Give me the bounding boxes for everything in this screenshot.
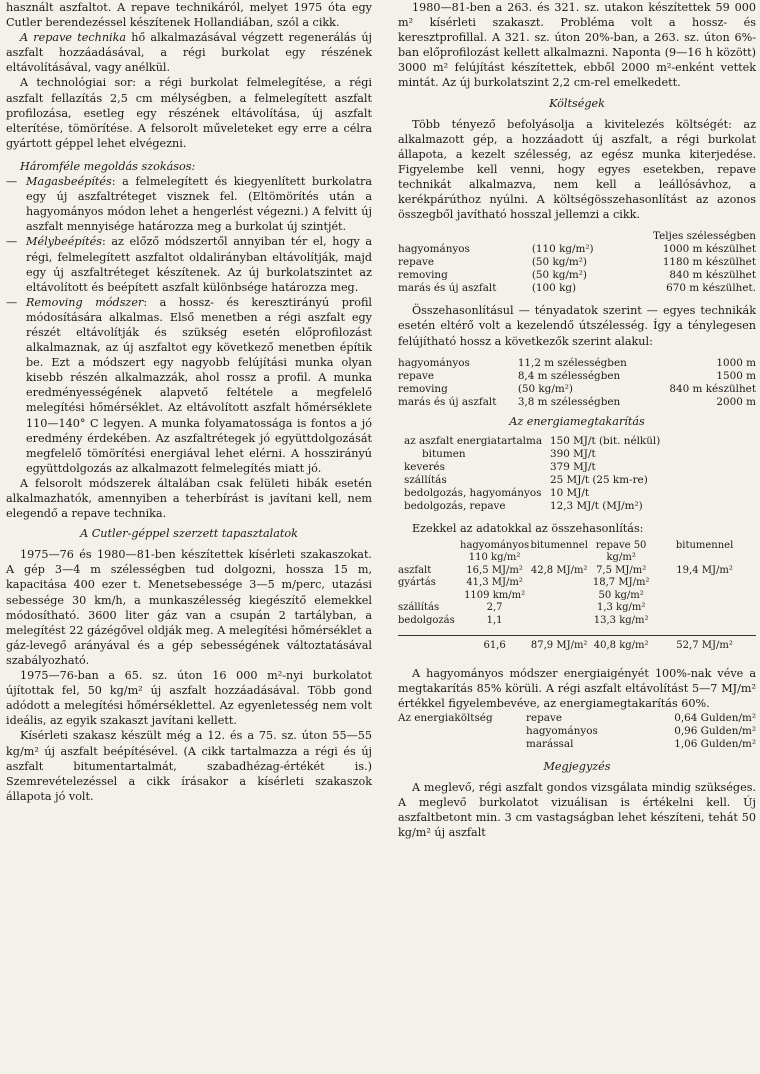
table-row	[398, 243, 756, 256]
method-text: : a felmelegített és kiegyenlített burkolatra egy új aszfaltréteget visznek fel. (Eltömörítés után a hagyományos módon lehet a hengerlést végezni.) A felvitt új aszfalt mennyisége határozza meg a burkolat új szintjét.	[26, 175, 372, 234]
row-name: marás és új aszfalt	[398, 282, 497, 295]
row-width: (50 kg/m²)	[517, 382, 573, 395]
row-value: 12,3 MJ/t (MJ/m²)	[550, 499, 643, 512]
row-value: 390 MJ/t	[550, 447, 596, 460]
table-row	[398, 357, 756, 370]
cell: 1,3 kg/m²	[596, 602, 646, 614]
row-name: removing	[398, 382, 448, 395]
cell	[653, 577, 756, 590]
table-row	[398, 269, 756, 282]
row-width: 3,8 m szélességben	[517, 395, 621, 408]
row-name: aszfalt	[398, 564, 432, 576]
repave-term: A repave technika	[20, 31, 127, 45]
column-header: bitumennel	[675, 539, 734, 551]
row-value: 150 MJ/t (bit. nélkül)	[550, 434, 661, 447]
cell	[529, 615, 589, 628]
costs-paragraph: Több tényező befolyásolja a kivitelezés költségét: az alkalmazott gép, a hozzáadott új aszfalt, a régi burkolat állapota, a kezelt szélesség, az egész munka kiterjedése. Figyelembe kell venni, hogy egyes esetekben, repave technikát alkalmazva, nem kell a leállósávhoz, a kerékpárúthoz nyúlni. A költségösszehasonlítást az azonos összegből javítható hosszal jellemzi a cikk.	[398, 117, 756, 222]
row-name: bedolgozás	[398, 614, 455, 626]
intro-paragraph: használt aszfaltot. A repave technikáról, melyet 1975 óta egy Cutler berendezéssel készítenek Hollandiában, szól a cikk.	[6, 1, 372, 30]
row-value: 840 m készülhet	[669, 382, 756, 395]
row-name: marás és új aszfalt	[398, 395, 497, 408]
cell: 13,3 kg/m²	[593, 614, 649, 626]
with-these-data-paragraph: Ezekkel az adatokkal az összehasonlítás:	[412, 521, 644, 535]
table-header-row	[398, 540, 756, 565]
method-item	[6, 234, 372, 294]
row-amount: (110 kg/m²)	[531, 243, 594, 256]
row-amount: (50 kg/m²)	[531, 256, 587, 269]
column-header: repave 50 kg/m²	[595, 539, 647, 564]
method-item	[6, 174, 372, 234]
energy-heading: Az energiamegtakarítás	[509, 414, 645, 428]
row-value: 2000 m	[716, 395, 756, 408]
table-row	[398, 738, 756, 751]
total-cell: 52,7 MJ/m²	[653, 635, 756, 652]
method-term: Removing módszer	[26, 295, 144, 309]
length-table	[398, 230, 756, 295]
row-name: marással	[526, 737, 574, 750]
row-value: 1,06 Gulden/m²	[674, 737, 756, 750]
row-name: bedolgozás, repave	[404, 499, 506, 512]
dash-marker: —	[6, 235, 18, 249]
technology-paragraph: A technológiai sor: a régi burkolat felmelegítése, a régi aszfalt fellazítás 2,5 cm mélységben, a felmelegített aszfalt profilozása, esetleg egy részének eltávolítása, új aszfalt elterítése, tömörítése. A felsorolt műveleteket egy erre a célra gyártott géppel lehet elvégezni.	[6, 76, 372, 150]
row-value: 25 MJ/t (25 km-re)	[550, 473, 648, 486]
row-value: 1180 m készülhet	[662, 256, 756, 269]
method-text: : a hossz- és keresztirányú profil módosítására alkalmas. Első menetben a régi aszfalt egy részét eltávolítják és szükség esetén előprofilozást alkalmaznak, az új aszfaltot egy következő menetben építik be. Ezt a módszert egy nagyobb felújítási munka olyan kisebb részén alkalmazzák, ahol rossz a profil. A munka eredményességének alapvető feltétele a megfelelő melegítési hőmérséklet. Az eltávolított aszfalt hőmérséklete 110—140° C legyen. A munka folyamatossága is fontos a jó eredmény érdekében. Az aszfaltrétegek jó együttdolgozását megfelelő tömörítési energiával lehet elérni. A hosszirányú együttdolgozás az alkalmazott felmelegítés miatt jó.	[26, 295, 372, 475]
table-row	[398, 370, 756, 383]
right-column	[398, 0, 756, 840]
energy-comparison-table	[398, 540, 756, 653]
note-paragraph: A meglevő, régi aszfalt gondos vizsgálata mindig szükséges. A meglevő burkolatot vizuálisan is értékelni kell. Új aszfaltbetont min. 3 cm vastagságban lehet készíteni, tehát 50 kg/m² új aszfalt	[398, 780, 756, 839]
table-row	[404, 461, 660, 474]
row-value: 379 MJ/t	[550, 460, 596, 473]
cell	[529, 577, 589, 590]
cost-label: Az energiaköltség	[398, 711, 493, 724]
table-row	[404, 487, 660, 500]
total-cell: 87,9 MJ/m²	[529, 635, 589, 652]
row-width: 8,4 m szélességben	[517, 369, 621, 382]
row-name: az aszfalt energiatartalma	[404, 434, 543, 447]
table-row	[398, 565, 756, 578]
row-name: gyártás	[398, 577, 436, 589]
row-value: 1500 m	[716, 369, 756, 382]
method-item	[6, 295, 372, 476]
row-name: repave	[398, 369, 434, 382]
row-name	[398, 590, 460, 603]
row-name: szállítás	[398, 602, 440, 614]
row-value: 1000 m készülhet	[662, 243, 756, 256]
table-row	[404, 474, 660, 487]
energy-cost-table	[398, 712, 756, 751]
cell: 1109 km/m²	[464, 589, 526, 601]
cutler-paragraph-1: 1975—76 és 1980—81-ben készítettek kísérleti szakaszokat. A gép 3—4 m szélességben tud dolgozni, hossza 15 m, kapacitása 400 ezer t. Menetsebessége 3—5 m/perc, utazási sebessége 30 km/h, a munkaszélesség kiegészítő elemekkel módosítható. 3600 liter gáz van a csupán 2 tartályban, a melegítést 22 gázégővel oldják meg. A melegítési hőmérséklet a gáz-levegő arányával és a gép sebességének változtatásával szabályozható.	[6, 548, 372, 667]
row-name: bitumen	[422, 447, 466, 460]
cell	[653, 615, 756, 628]
repave-text: hő alkalmazásával végzett regenerálás új aszfalt hozzáadásával, a régi burkolat egy részének eltávolításával, vagy anélkül.	[6, 31, 372, 75]
width-table	[398, 357, 756, 409]
row-name: hagyományos	[398, 356, 470, 369]
cell: 1,1	[486, 614, 503, 626]
table-row	[398, 602, 756, 615]
row-value: 0,96 Gulden/m²	[674, 724, 756, 737]
row-value: 670 m készülhet.	[666, 282, 756, 295]
cell: 2,7	[486, 602, 503, 614]
table-row	[404, 448, 660, 461]
cell	[529, 590, 589, 603]
dash-marker: —	[6, 175, 18, 189]
row-name: szállítás	[404, 473, 447, 486]
cell	[653, 590, 756, 603]
methods-summary-paragraph: A felsorolt módszerek általában csak felületi hibák esetén alkalmazhatók, amennyiben a teherbírást is javítani kell, nem elegendő a repave technika.	[6, 476, 372, 521]
cell: 41,3 MJ/m²	[466, 577, 523, 589]
energy-table	[404, 435, 660, 513]
table-row	[398, 282, 756, 295]
cell: 7,5 MJ/m²	[596, 564, 647, 576]
row-name: hagyományos	[526, 724, 598, 737]
row-name: hagyományos	[398, 243, 470, 256]
row-value: 1000 m	[716, 356, 756, 369]
cutler-paragraph-3: Kísérleti szakasz készült még a 12. és a 75. sz. úton 55—55 kg/m² új aszfalt beépítésével. (A cikk tartalmazza a régi és új aszfalt bitumentartalmát, szabadhézag-értékét is.) Szemrevételezéssel a cikk írásakor a kísérleti szakaszok állapota jó volt.	[6, 729, 372, 803]
repave-paragraph	[6, 30, 372, 75]
method-term: Magasbeépítés	[26, 175, 112, 189]
savings-paragraph: A hagyományos módszer energiaigényét 100%-nak véve a megtakarítás 85% körüli. A régi aszfalt eltávolítást 5—7 MJ/m² értékkel figyelembevéve, az energiamegtakarítás 60%.	[398, 667, 756, 711]
total-cell: 40,8 kg/m²	[589, 635, 653, 652]
row-value: 10 MJ/t	[550, 486, 590, 499]
comparison-paragraph: Összehasonlításul — tényadatok szerint — egyes technikák esetén eltérő volt a kezelendő útszélesség. Így a ténylegesen felújítható hossz a következők szerint alakul:	[398, 304, 756, 348]
table-row	[398, 615, 756, 628]
row-amount: (50 kg/m²)	[531, 269, 587, 282]
table-row	[404, 435, 660, 448]
three-solutions-heading: Háromféle megoldás szokásos:	[20, 159, 196, 173]
cell: 18,7 MJ/m²	[592, 577, 650, 589]
row-name: removing	[398, 269, 448, 282]
table-header: Teljes szélességben	[653, 230, 756, 243]
cell	[529, 602, 589, 615]
table-row	[398, 577, 756, 590]
cell: 16,5 MJ/m²	[466, 564, 523, 576]
column-header: hagyományos 110 kg/m²	[460, 539, 530, 564]
row-amount: (100 kg)	[531, 282, 577, 295]
table-row	[398, 256, 756, 269]
table-row	[398, 396, 756, 409]
column-header: bitumennel	[530, 539, 588, 551]
cell	[653, 602, 756, 615]
table-row	[398, 383, 756, 396]
row-name: bedolgozás, hagyományos	[404, 486, 542, 499]
trial-1980-paragraph: 1980—81-ben a 263. és 321. sz. utakon készítettek 59 000 m² kísérleti szakaszt. Probléma volt a hossz- és keresztprofillal. A 321. sz. úton 20%-ban, a 263. sz. úton 6%-ban előprofilozást kellett alkalmazni. Naponta (9—16 h között) 3000 m² felújítást készítettek, ebből 2000 m²-enként vettek mintát. Az új burkolatszint 2,2 cm-rel emelkedett.	[398, 1, 756, 90]
table-row	[398, 712, 756, 725]
table-total-row	[398, 635, 756, 652]
cutler-heading: A Cutler-géppel szerzett tapasztalatok	[80, 527, 298, 541]
method-term: Mélybeépítés	[26, 235, 102, 249]
left-column	[6, 0, 372, 804]
row-name: repave	[398, 256, 434, 269]
note-heading: Megjegyzés	[543, 759, 611, 773]
costs-heading: Költségek	[549, 96, 605, 110]
row-value: 840 m készülhet	[669, 269, 756, 282]
table-row	[398, 725, 756, 738]
row-name: keverés	[404, 460, 445, 473]
row-name: repave	[526, 711, 562, 724]
row-value: 0,64 Gulden/m²	[674, 711, 756, 724]
method-text: : az előző módszertől annyiban tér el, hogy a régi, felmelegített aszfaltot oldalirányban eltávolítják, majd egy új aszfaltréteget készítenek. Az új burkolatszintet az eltávolított és beépített aszfalt különbsége határozza meg.	[26, 235, 372, 294]
table-row	[404, 500, 660, 513]
cell: 42,8 MJ/m²	[530, 564, 588, 576]
table-row	[398, 590, 756, 603]
cell: 19,4 MJ/m²	[676, 564, 733, 576]
row-width: 11,2 m szélességben	[517, 356, 627, 369]
cell: 50 kg/m²	[598, 589, 644, 601]
dash-marker: —	[6, 295, 18, 309]
cutler-paragraph-2: 1975—76-ban a 65. sz. úton 16 000 m²-nyi burkolatot újítottak fel, 50 kg/m² új aszfalt hozzáadásával. Több gond adódott a melegítési hőmérséklettel. Az egyenletesség nem volt ideális, az egyik szakaszt javítani kellett.	[6, 669, 372, 728]
total-cell: 61,6	[460, 635, 529, 652]
